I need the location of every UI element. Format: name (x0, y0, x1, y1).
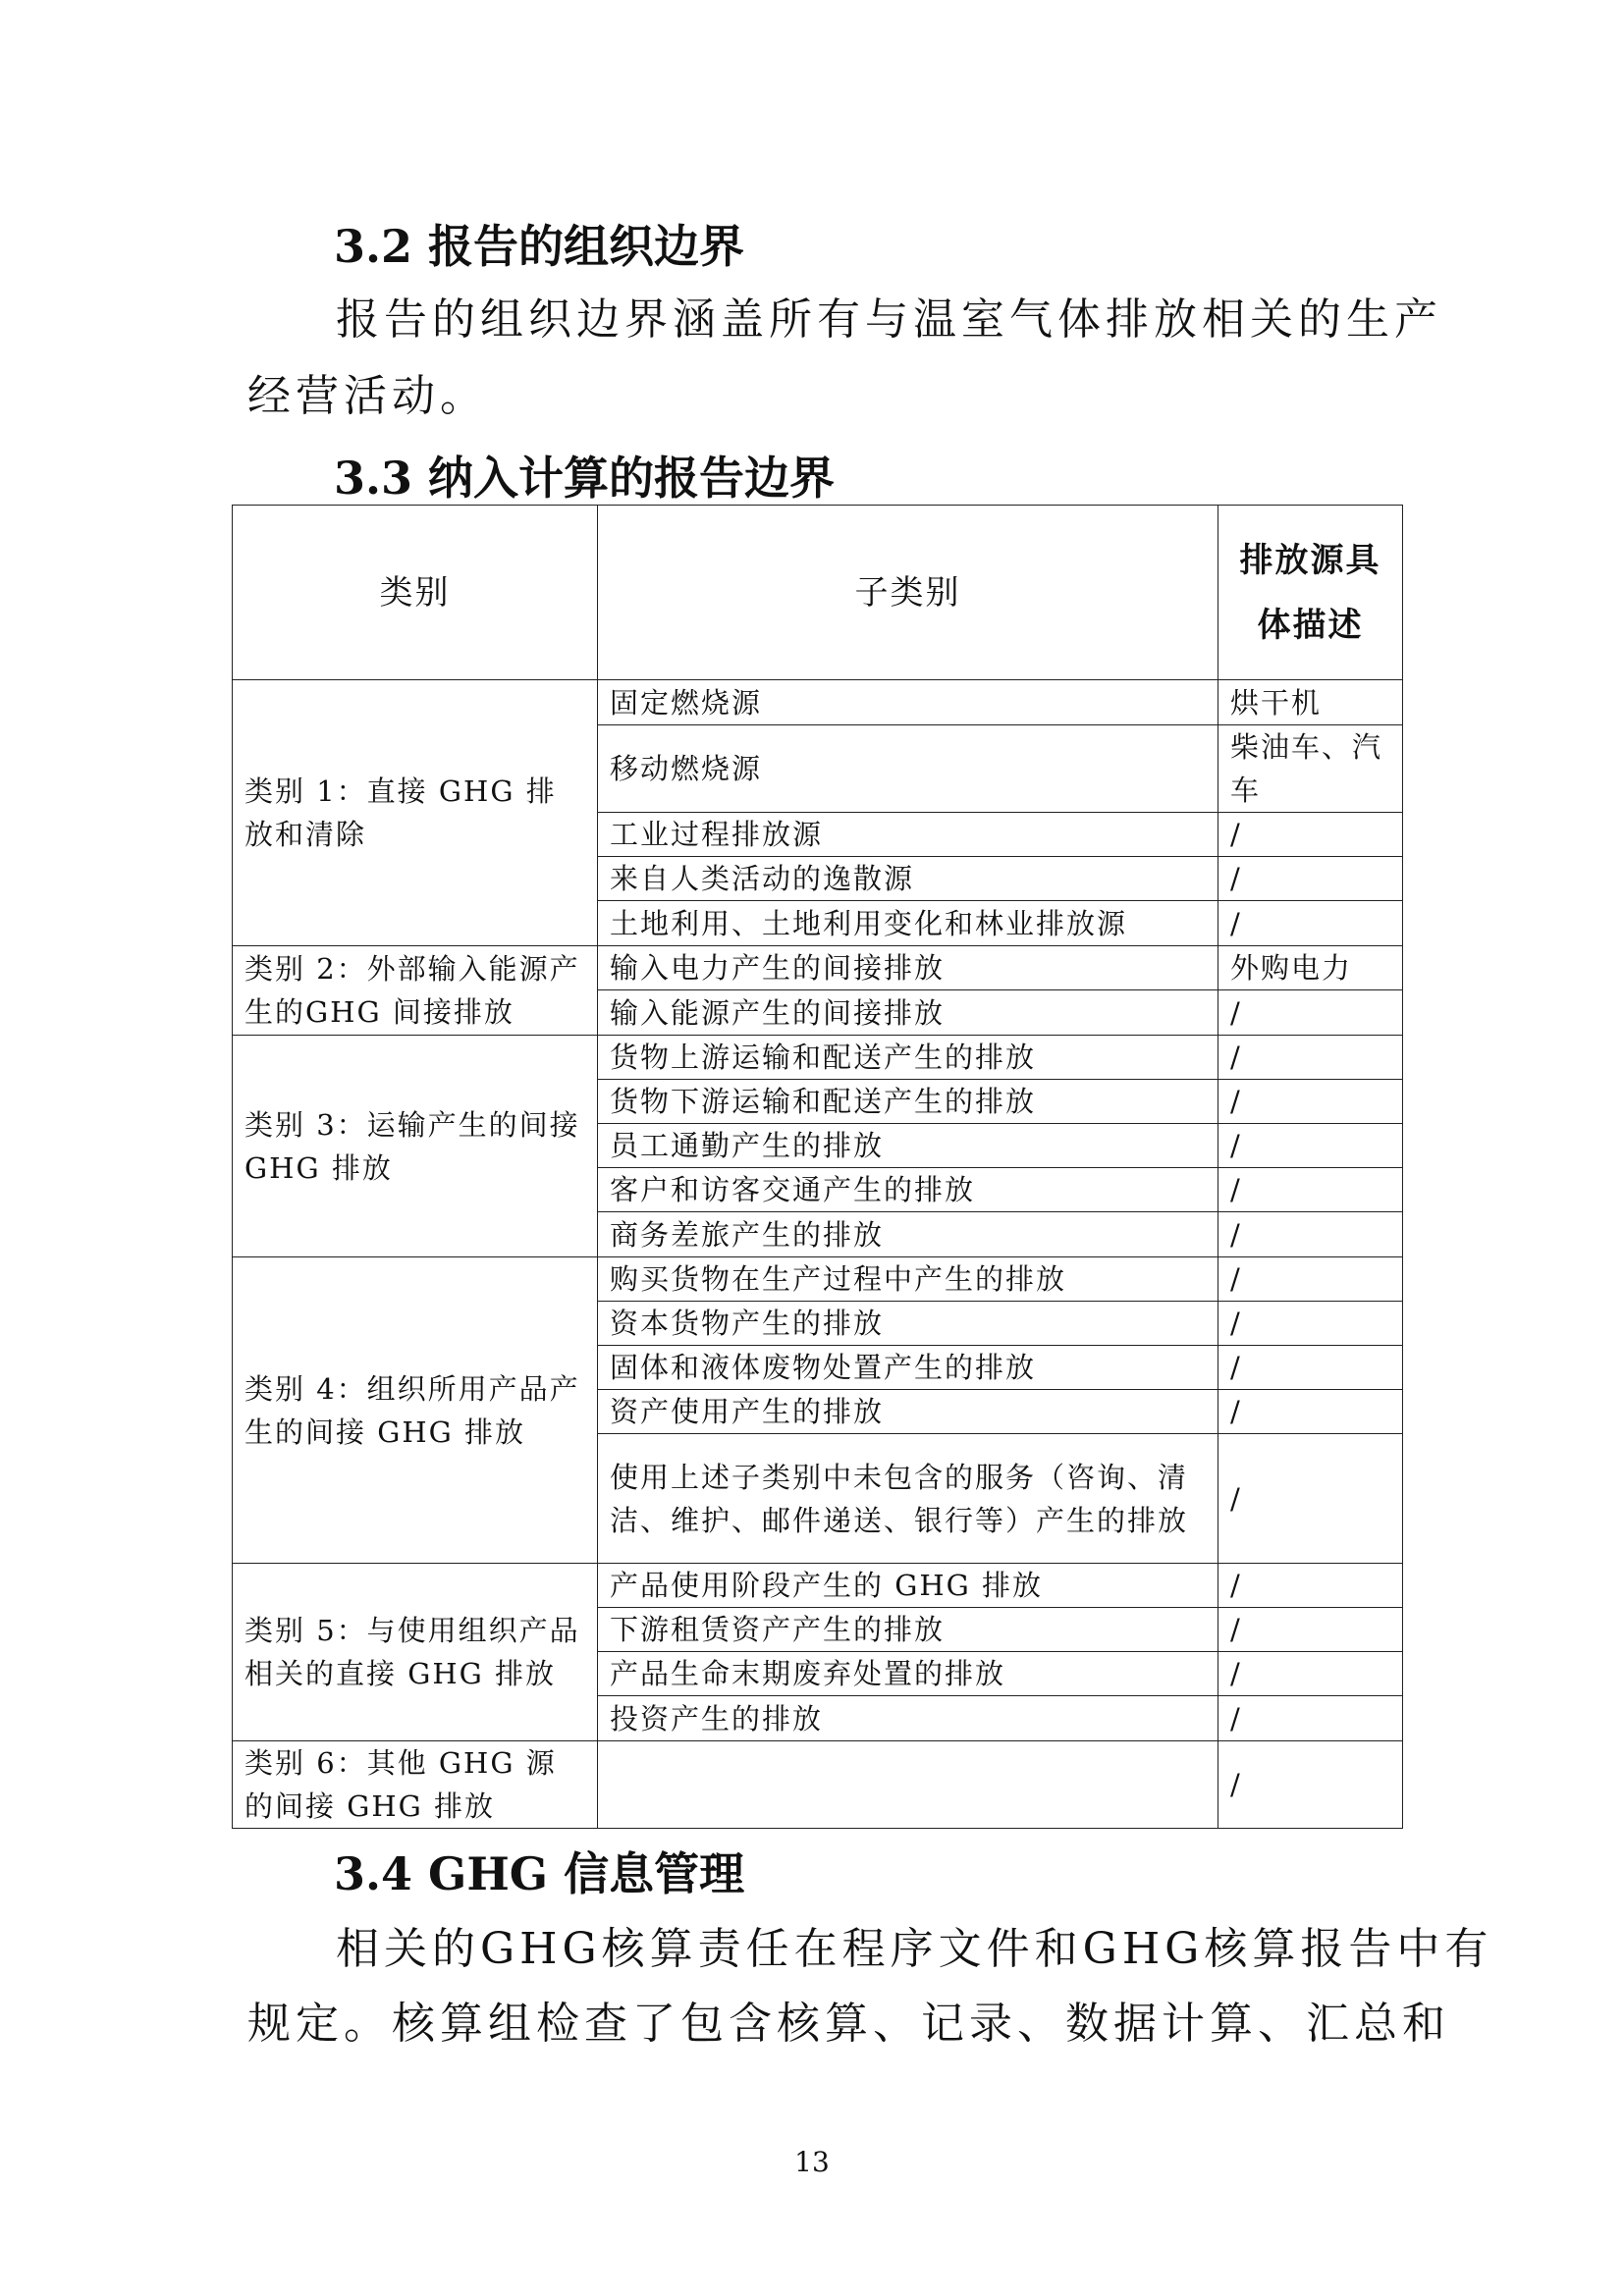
description-cell: / (1218, 1168, 1403, 1212)
description-cell: / (1218, 1302, 1403, 1346)
subcategory-cell: 货物下游运输和配送产生的排放 (598, 1080, 1218, 1124)
description-cell: / (1218, 1212, 1403, 1257)
subcategory-cell: 固定燃烧源 (598, 680, 1218, 725)
page-number: 13 (794, 2146, 830, 2178)
subcategory-cell: 土地利用、土地利用变化和林业排放源 (598, 901, 1218, 946)
subcategory-cell: 货物上游运输和配送产生的排放 (598, 1036, 1218, 1080)
description-cell: / (1218, 1434, 1403, 1564)
subcategory-cell: 购买货物在生产过程中产生的排放 (598, 1257, 1218, 1302)
reporting-boundary-table (232, 505, 1403, 1829)
subcategory-cell: 资本货物产生的排放 (598, 1302, 1218, 1346)
description-cell: / (1218, 1346, 1403, 1390)
subcategory-cell: 产品使用阶段产生的 GHG 排放 (598, 1564, 1218, 1608)
section-3-3-heading: 3.3 纳入计算的报告边界 (334, 452, 836, 505)
description-cell: / (1218, 813, 1403, 857)
subcategory-cell: 输入能源产生的间接排放 (598, 990, 1218, 1036)
table-body (233, 680, 1403, 1829)
subcategory-cell: 移动燃烧源 (598, 725, 1218, 813)
subcategory-cell: 投资产生的排放 (598, 1696, 1218, 1741)
subcategory-cell (598, 1741, 1218, 1829)
description-cell: / (1218, 857, 1403, 901)
subcategory-cell: 客户和访客交通产生的排放 (598, 1168, 1218, 1212)
subcategory-cell: 产品生命末期废弃处置的排放 (598, 1652, 1218, 1696)
subcategory-cell: 下游租赁资产产生的排放 (598, 1608, 1218, 1652)
header-description: 排放源具体描述 (1218, 506, 1403, 680)
category-cell: 类别 2：外部输入能源产生的GHG 间接排放 (233, 946, 598, 1036)
subcategory-cell: 固体和液体废物处置产生的排放 (598, 1346, 1218, 1390)
category-cell: 类别 5：与使用组织产品相关的直接 GHG 排放 (233, 1564, 598, 1741)
table-row (233, 1741, 1403, 1829)
description-cell: 烘干机 (1218, 680, 1403, 725)
description-cell: / (1218, 901, 1403, 946)
section-3-2-heading: 3.2 报告的组织边界 (334, 220, 745, 273)
description-cell: 柴油车、汽车 (1218, 725, 1403, 813)
description-cell: / (1218, 1080, 1403, 1124)
description-cell: / (1218, 1124, 1403, 1168)
table-row (233, 680, 1403, 725)
description-cell: / (1218, 990, 1403, 1036)
subcategory-cell: 工业过程排放源 (598, 813, 1218, 857)
category-cell: 类别 4：组织所用产品产生的间接 GHG 排放 (233, 1257, 598, 1564)
subcategory-cell: 员工通勤产生的排放 (598, 1124, 1218, 1168)
section-3-4-paragraph-line-1: 相关的GHG核算责任在程序文件和GHG核算报告中有 (336, 1924, 1493, 1974)
subcategory-cell: 资产使用产生的排放 (598, 1390, 1218, 1434)
table-row (233, 1564, 1403, 1608)
category-cell: 类别 1：直接 GHG 排放和清除 (233, 680, 598, 946)
description-cell: / (1218, 1741, 1403, 1829)
subcategory-cell: 来自人类活动的逸散源 (598, 857, 1218, 901)
header-subcategory: 子类别 (598, 506, 1218, 680)
category-cell: 类别 3：运输产生的间接 GHG 排放 (233, 1036, 598, 1257)
section-3-2-paragraph-line-1: 报告的组织边界涵盖所有与温室气体排放相关的生产 (336, 294, 1442, 345)
table-row (233, 946, 1403, 990)
description-cell: / (1218, 1036, 1403, 1080)
description-cell: / (1218, 1652, 1403, 1696)
subcategory-cell: 输入电力产生的间接排放 (598, 946, 1218, 990)
description-cell: 外购电力 (1218, 946, 1403, 990)
description-cell: / (1218, 1696, 1403, 1741)
subcategory-cell: 使用上述子类别中未包含的服务（咨询、清洁、维护、邮件递送、银行等）产生的排放 (598, 1434, 1218, 1564)
description-cell: / (1218, 1390, 1403, 1434)
section-3-2-paragraph-line-2: 经营活动。 (247, 371, 488, 421)
header-category: 类别 (233, 506, 598, 680)
subcategory-cell: 商务差旅产生的排放 (598, 1212, 1218, 1257)
section-3-4-paragraph-line-2: 规定。核算组检查了包含核算、记录、数据计算、汇总和 (247, 1999, 1450, 2049)
table-row (233, 1036, 1403, 1080)
category-cell: 类别 6：其他 GHG 源的间接 GHG 排放 (233, 1741, 598, 1829)
description-cell: / (1218, 1564, 1403, 1608)
table-row (233, 1257, 1403, 1302)
description-cell: / (1218, 1257, 1403, 1302)
section-3-4-heading: 3.4 GHG 信息管理 (334, 1847, 745, 1900)
description-cell: / (1218, 1608, 1403, 1652)
